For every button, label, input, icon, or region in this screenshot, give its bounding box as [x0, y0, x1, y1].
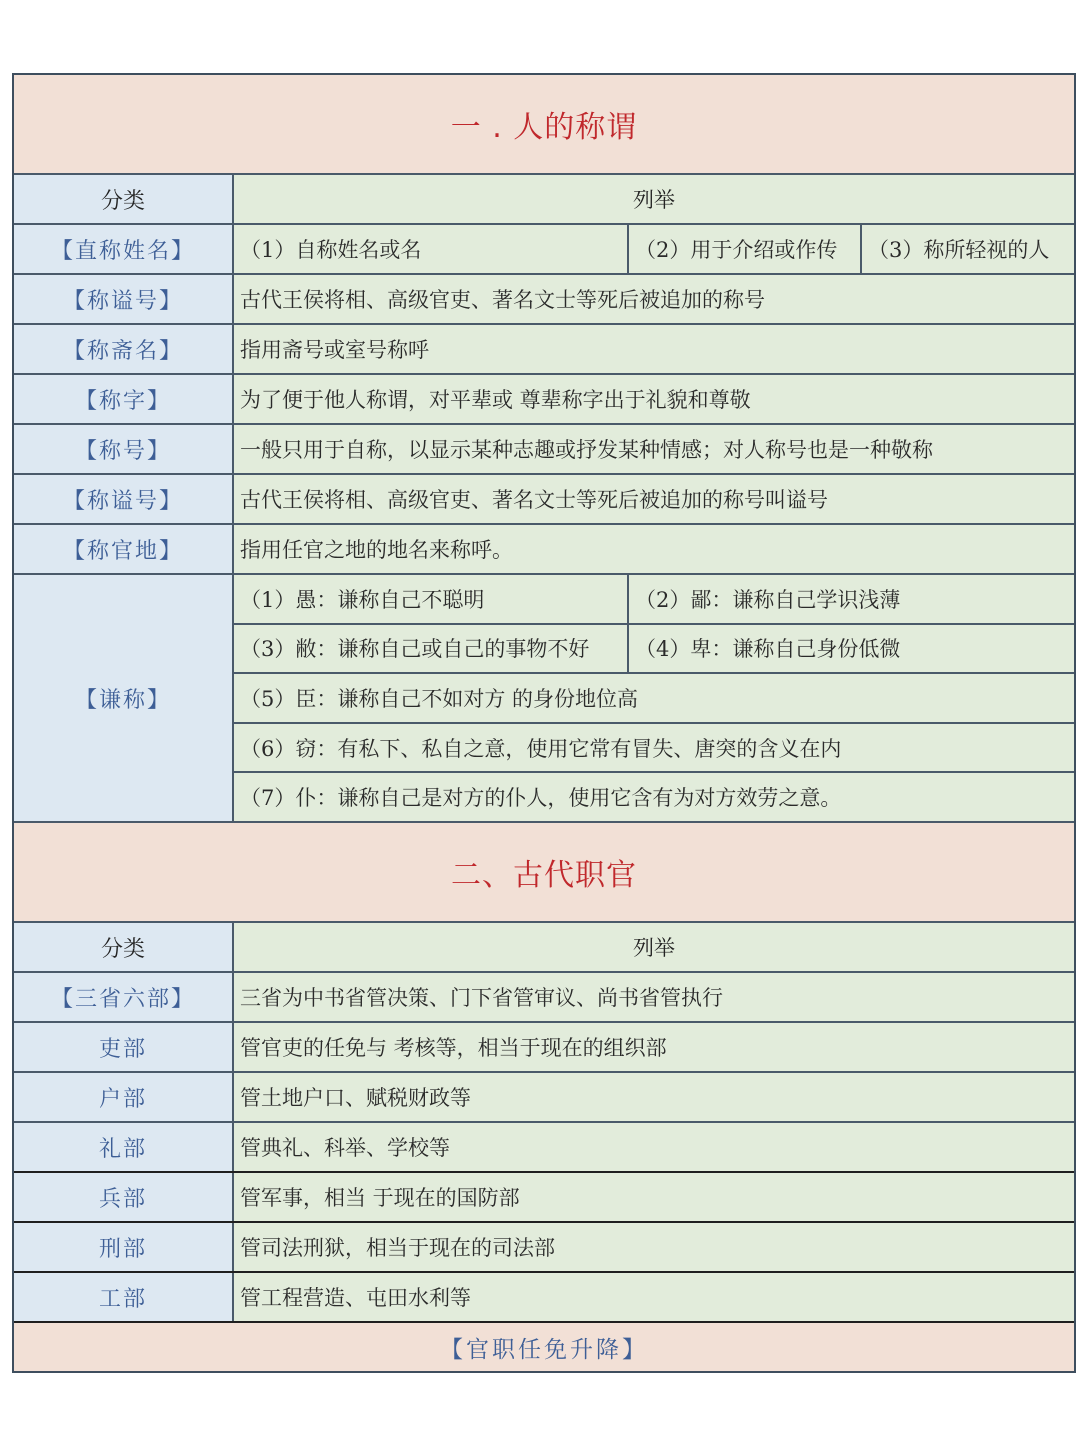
- table-row: [14, 1123, 1074, 1173]
- row-category: 【称谥号】: [14, 275, 234, 323]
- humble-item: （6）窃：有私下、私自之意，使用它常有冒失、唐突的含义在内: [234, 724, 1074, 772]
- row-item: （2）用于介绍或作传: [629, 225, 862, 273]
- column-header-examples: 列举: [234, 175, 1074, 223]
- row-text: 古代王侯将相、高级官吏、著名文士等死后被追加的称号: [234, 275, 1074, 323]
- row-text: 一般只用于自称，以显示某种志趣或抒发某种情感；对人称号也是一种敬称: [234, 425, 1074, 473]
- table-header-row: [14, 175, 1074, 225]
- row-item: （3）称所轻视的人: [862, 225, 1074, 273]
- row-text: 管司法刑狱，相当于现在的司法部: [234, 1223, 1074, 1271]
- row-text: 管军事，相当 于现在的国防部: [234, 1173, 1074, 1221]
- column-header-category: 分类: [14, 175, 234, 223]
- section-title-forms-of-address: 一 . 人的称谓: [14, 75, 1074, 175]
- section-title-ancient-officials: 二、古代职官: [14, 823, 1074, 923]
- table-row: [14, 1223, 1074, 1273]
- humble-item: （2）鄙：谦称自己学识浅薄: [629, 575, 1074, 623]
- row-category: 户部: [14, 1073, 234, 1121]
- row-category: 吏部: [14, 1023, 234, 1071]
- humble-terms-list: [234, 575, 1074, 821]
- humble-terms-group: [14, 575, 1074, 823]
- column-header-category: 分类: [14, 923, 234, 971]
- row-category: 兵部: [14, 1173, 234, 1221]
- row-category: 【称谥号】: [14, 475, 234, 523]
- row-item: （1）自称姓名或名: [234, 225, 629, 273]
- row-text: 管工程营造、屯田水利等: [234, 1273, 1074, 1321]
- humble-item: （7）仆：谦称自己是对方的仆人，使用它含有为对方效劳之意。: [234, 773, 1074, 821]
- table-row: [14, 525, 1074, 575]
- table-row: [14, 973, 1074, 1023]
- row-category: 【谦称】: [14, 575, 234, 821]
- row-text: 管土地户口、赋税财政等: [234, 1073, 1074, 1121]
- humble-item: （4）卑：谦称自己身份低微: [629, 625, 1074, 673]
- column-header-examples: 列举: [234, 923, 1074, 971]
- table-row: [14, 325, 1074, 375]
- row-text: 指用任官之地的地名来称呼。: [234, 525, 1074, 573]
- humble-line: [234, 773, 1074, 821]
- row-items: [234, 225, 1074, 273]
- humble-line: [234, 625, 1074, 675]
- row-category: 【称斋名】: [14, 325, 234, 373]
- row-text: 为了便于他人称谓，对平辈或 尊辈称字出于礼貌和尊敬: [234, 375, 1074, 423]
- humble-line: [234, 674, 1074, 724]
- row-category: 刑部: [14, 1223, 234, 1271]
- row-text: 管典礼、科举、学校等: [234, 1123, 1074, 1171]
- table-row: [14, 225, 1074, 275]
- table-row: [14, 375, 1074, 425]
- humble-line: [234, 575, 1074, 625]
- table-row: [14, 475, 1074, 525]
- table-row: [14, 1273, 1074, 1323]
- row-text: 指用斋号或室号称呼: [234, 325, 1074, 373]
- row-category: 礼部: [14, 1123, 234, 1171]
- row-category: 工部: [14, 1273, 234, 1321]
- reference-table: [12, 73, 1076, 1373]
- footer-subsection-heading: 【官职任免升降】: [14, 1323, 1074, 1371]
- table-row: [14, 1073, 1074, 1123]
- row-category: 【称官地】: [14, 525, 234, 573]
- table-row: [14, 1173, 1074, 1223]
- humble-item: （3）敝：谦称自己或自己的事物不好: [234, 625, 629, 673]
- row-category: 【三省六部】: [14, 973, 234, 1021]
- row-category: 【称字】: [14, 375, 234, 423]
- row-category: 【直称姓名】: [14, 225, 234, 273]
- row-text: 三省为中书省管决策、门下省管审议、尚书省管执行: [234, 973, 1074, 1021]
- humble-item: （1）愚：谦称自己不聪明: [234, 575, 629, 623]
- row-text: 管官吏的任免与 考核等，相当于现在的组织部: [234, 1023, 1074, 1071]
- table-row: [14, 425, 1074, 475]
- row-category: 【称号】: [14, 425, 234, 473]
- table-header-row: [14, 923, 1074, 973]
- row-text: 古代王侯将相、高级官吏、著名文士等死后被追加的称号叫谥号: [234, 475, 1074, 523]
- table-row: [14, 275, 1074, 325]
- table-row: [14, 1023, 1074, 1073]
- humble-item: （5）臣：谦称自己不如对方 的身份地位高: [234, 674, 1074, 722]
- humble-line: [234, 724, 1074, 774]
